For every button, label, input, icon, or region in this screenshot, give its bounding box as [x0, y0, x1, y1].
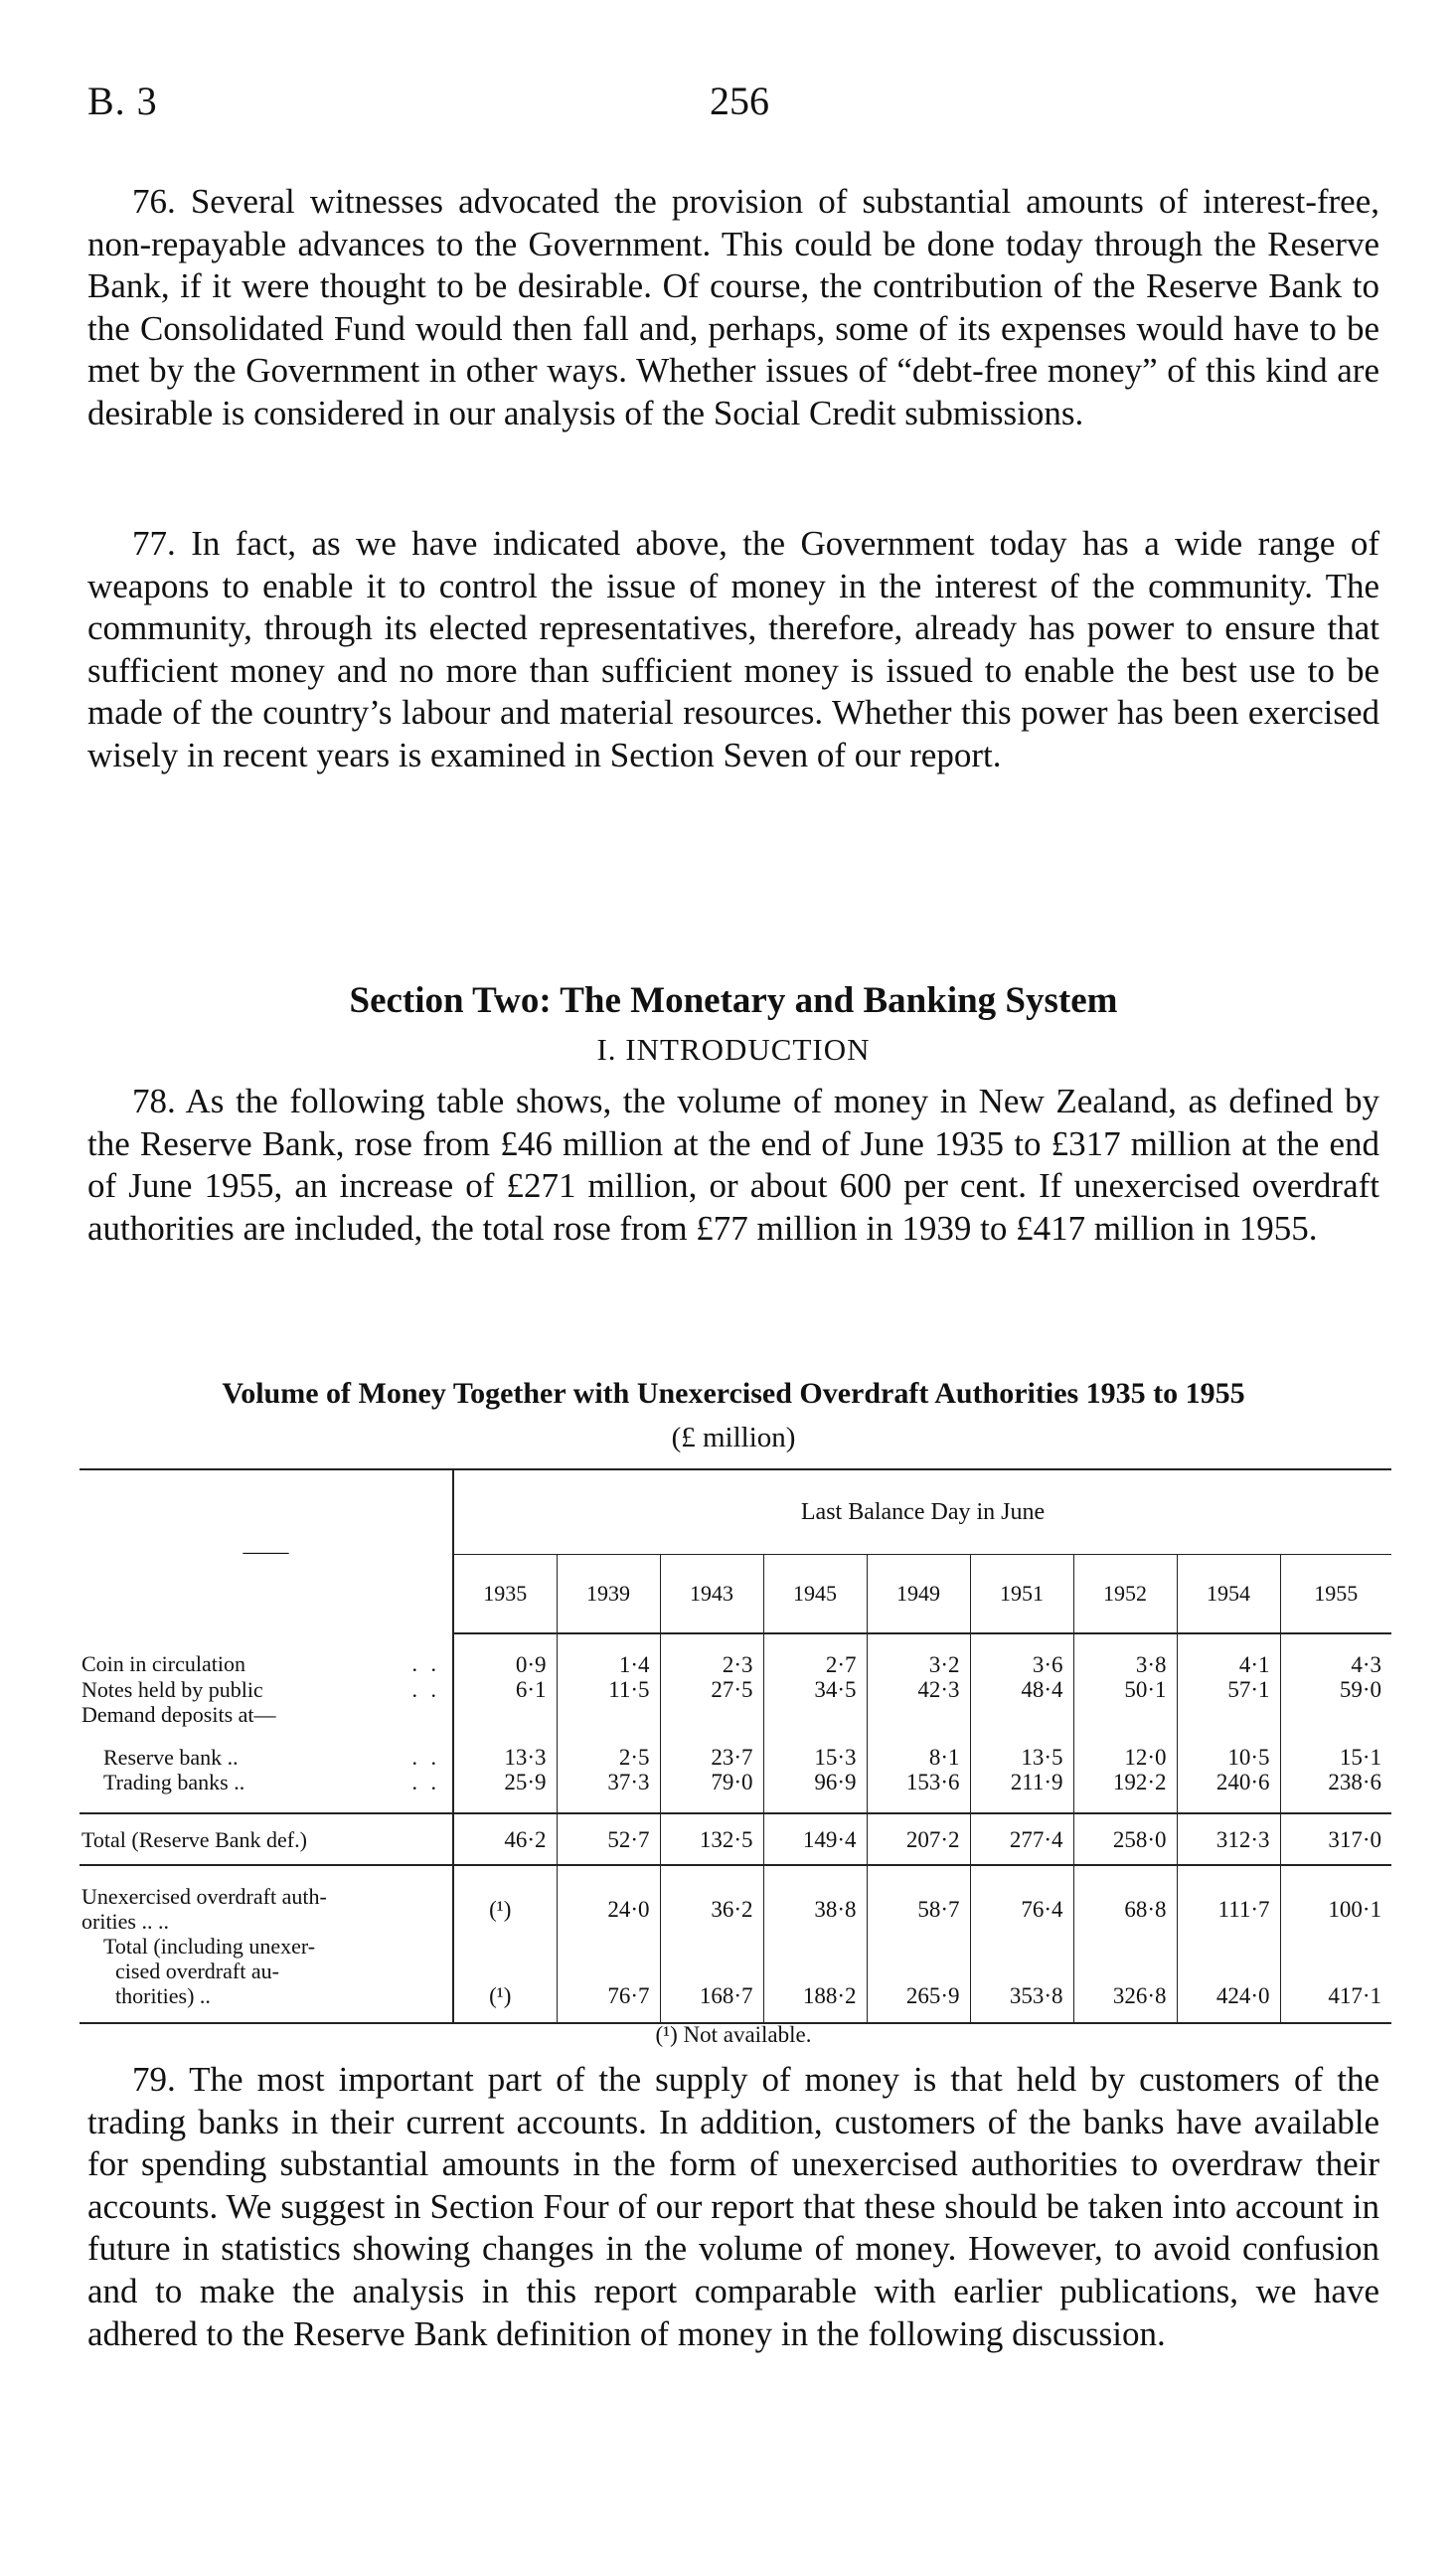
cell: 192·2 [1073, 1770, 1177, 1813]
cell: 25·9 [504, 1770, 547, 1794]
year-header: 1955 [1280, 1555, 1391, 1634]
leader-dots: . . [411, 1651, 440, 1676]
year-header: 1951 [970, 1555, 1073, 1634]
section-subtitle: I. INTRODUCTION [596, 1032, 871, 1067]
page-header [87, 78, 1379, 137]
year-header: 1949 [867, 1555, 970, 1634]
money-volume-table [80, 1468, 1391, 2024]
cell: 57·1 [1177, 1677, 1280, 1702]
cell: 317·0 [1280, 1813, 1391, 1865]
cell: 258·0 [1073, 1813, 1177, 1865]
cell: 48·4 [970, 1677, 1073, 1702]
cell: 2·5 [557, 1727, 660, 1770]
year-header: 1935 [453, 1555, 557, 1634]
table-row-total [80, 1813, 1391, 1865]
cell: 2·3 [660, 1633, 763, 1677]
table-row-grand-total [80, 1934, 1391, 2023]
table-unit: (£ million) [671, 1422, 796, 1453]
cell: 50·1 [1073, 1677, 1177, 1702]
cell: 46·2 [453, 1813, 557, 1865]
cell: 36·2 [660, 1865, 763, 1934]
table-footnote: (¹) Not available. [655, 2022, 812, 2047]
cell: 15·3 [763, 1727, 867, 1770]
row-label: Trading banks .. [103, 1770, 245, 1794]
cell: 37·3 [557, 1770, 660, 1813]
row-label: Unexercised overdraft auth- [81, 1884, 327, 1909]
cell: 2·7 [763, 1633, 867, 1677]
cell: 13·5 [970, 1727, 1073, 1770]
row-label-cont: thorities) .. [115, 1983, 211, 2008]
cell: 58·7 [867, 1865, 970, 1934]
cell: 3·2 [867, 1633, 970, 1677]
cell: 4·1 [1177, 1633, 1280, 1677]
row-label: Demand deposits at— [80, 1702, 453, 1727]
cell: 424·0 [1177, 1934, 1280, 2023]
row-label: Reserve bank .. [103, 1745, 239, 1770]
cell: 11·5 [557, 1677, 660, 1702]
cell: 3·8 [1073, 1633, 1177, 1677]
cell: 3·6 [970, 1633, 1073, 1677]
cell: 207·2 [867, 1813, 970, 1865]
cell: 23·7 [660, 1727, 763, 1770]
cell: 100·1 [1280, 1865, 1391, 1934]
cell: 238·6 [1280, 1770, 1391, 1813]
table-row-reserve [80, 1727, 1391, 1770]
document-reference: B. 3 [87, 79, 158, 123]
cell: 27·5 [660, 1677, 763, 1702]
cell: 42·3 [867, 1677, 970, 1702]
cell: 326·8 [1073, 1934, 1177, 2023]
cell: 96·9 [763, 1770, 867, 1813]
cell: 153·6 [867, 1770, 970, 1813]
leader-dots: . . [411, 1677, 440, 1702]
cell: 13·3 [504, 1745, 547, 1770]
section-title: Section Two: The Monetary and Banking System [349, 980, 1118, 1021]
cell: 111·7 [1177, 1865, 1280, 1934]
row-label: Total (including unexer- [103, 1934, 316, 1959]
table-row-demand-label [80, 1702, 1391, 1727]
table-row-trading [80, 1770, 1391, 1813]
cell: 76·4 [970, 1865, 1073, 1934]
cell: (¹) [489, 1983, 512, 2008]
paragraph-77: 77. In fact, as we have indicated above, the Government today has a wide range of weapons to enable it to control the issue of money in the interest of the community. The community, through its elected representatives, therefore, already has power to ensure that sufficient money and no more than sufficient money is issued to enable the best use to be made of the country’s labour and material resources. Whether this power has been exercised wisely in recent years is examined in Section Seven of our report. [87, 524, 1379, 774]
row-label: Total (Reserve Bank def.) [80, 1813, 453, 1865]
cell: 24·0 [557, 1865, 660, 1934]
cell: 240·6 [1177, 1770, 1280, 1813]
cell: 149·4 [763, 1813, 867, 1865]
cell: 211·9 [970, 1770, 1073, 1813]
paragraph-78: 78. As the following table shows, the volume of money in New Zealand, as defined by the Reserve Bank, rose from £46 million at the end of June 1935 to £317 million at the end of June 1955, an increase of £271 million, or about 600 per cent. If unexercised overdraft authorities are included, the total rose from £77 million in 1939 to £417 million in 1955. [87, 1082, 1379, 1248]
row-label: Coin in circulation [81, 1651, 245, 1676]
column-group-header: Last Balance Day in June [453, 1470, 1391, 1555]
cell: 4·3 [1280, 1633, 1391, 1677]
paragraph-79: 79. The most important part of the supply of money is that held by customers of the trading banks in their current accounts. In addition, customers of the banks have available for spending substantial amounts in the form of unexercised authorities to overdraw their accounts. We suggest in Section Four of our report that these should be taken into account in future in statistics showing changes in the volume of money. However, to avoid confusion and to make the analysis in this report comparable with earlier publications, we have adhered to the Reserve Bank definition of money in the following discussion. [87, 2060, 1379, 2353]
cell: 15·1 [1280, 1727, 1391, 1770]
leader-dots: . . [411, 1745, 440, 1770]
cell: 132·5 [660, 1813, 763, 1865]
row-label: Notes held by public [81, 1677, 263, 1702]
cell: 265·9 [867, 1934, 970, 2023]
page-number: 256 [710, 79, 769, 123]
cell: 59·0 [1280, 1677, 1391, 1702]
cell: 38·8 [763, 1865, 867, 1934]
cell: 8·1 [867, 1727, 970, 1770]
cell: 353·8 [970, 1934, 1073, 2023]
cell: 34·5 [763, 1677, 867, 1702]
cell: 52·7 [557, 1813, 660, 1865]
cell: 68·8 [1073, 1865, 1177, 1934]
stub-header: —— [80, 1470, 453, 1633]
paragraph-76: 76. Several witnesses advocated the provision of substantial amounts of interest-free, non-repayable advances to the Government. This could be done today through the Reserve Bank, if it were thought to be desirable. Of course, the contribution of the Reserve Bank to the Consolidated Fund would then fall and, perhaps, some of its expenses would have to be met by the Government in other ways. Whether issues of “debt-free money” of this kind are desirable is considered in our analysis of the Social Credit submissions. [87, 182, 1379, 432]
table-row-unexercised [80, 1865, 1391, 1934]
table-row-notes [80, 1677, 1391, 1702]
cell: 6·1 [515, 1677, 547, 1702]
cell: 277·4 [970, 1813, 1073, 1865]
year-header: 1939 [557, 1555, 660, 1634]
row-label-cont: orities .. .. [81, 1909, 169, 1934]
cell: 188·2 [763, 1934, 867, 2023]
year-header: 1952 [1073, 1555, 1177, 1634]
cell: 417·1 [1280, 1934, 1391, 2023]
cell: 10·5 [1177, 1727, 1280, 1770]
cell: 0·9 [515, 1652, 547, 1677]
cell: 76·7 [557, 1934, 660, 2023]
cell: 312·3 [1177, 1813, 1280, 1865]
cell: 1·4 [557, 1633, 660, 1677]
table-title: Volume of Money Together with Unexercised Overdraft Authorities 1935 to 1955 [222, 1377, 1245, 1410]
cell: (¹) [489, 1896, 512, 1922]
year-header: 1945 [763, 1555, 867, 1634]
cell: 79·0 [660, 1770, 763, 1813]
cell: 168·7 [660, 1934, 763, 2023]
year-header: 1954 [1177, 1555, 1280, 1634]
cell: 12·0 [1073, 1727, 1177, 1770]
table-row-coin [80, 1633, 1391, 1677]
leader-dots: . . [411, 1770, 440, 1794]
row-label-cont: cised overdraft au- [115, 1959, 279, 1983]
year-header: 1943 [660, 1555, 763, 1634]
